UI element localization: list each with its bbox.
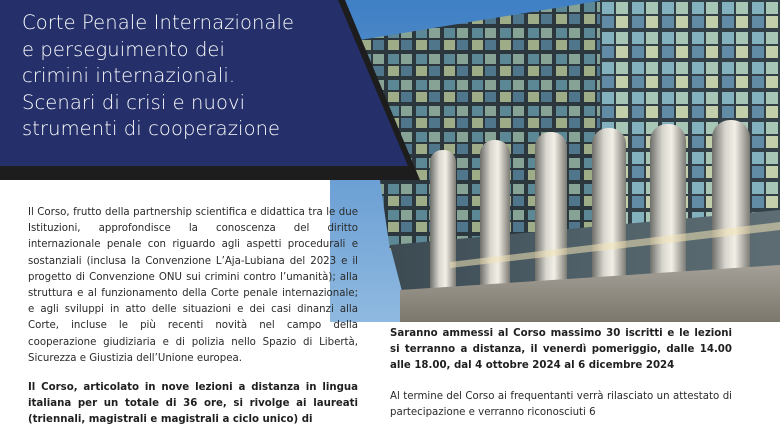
course-description-paragraph: Il Corso, frutto della partnership scientifica e didattica tra le due Istituzioni, approfondisce la conoscenza del diritto internazionale penale con riguardo agli aspetti procedurali e sostanziali (inclusa la Convenzione L’Aja-Lubiana del 2023 e il progetto di Convenzione ONU sui crimini contro l’umanità); alla struttura e al funzionamento della Corte penale internazionale; e agli sviluppi in atto delle situazioni e dei casi dinanzi alla Corte, incluse le più recenti novità nel campo della cooperazione giudiziaria e di polizia nello Spazio di Libertà, Sicurezza e Giustizia dell’Unione europea. <box>28 207 358 364</box>
right-column <box>390 326 732 421</box>
page-title <box>22 10 392 143</box>
certificate-paragraph: Al termine del Corso ai frequentanti verrà rilasciato un attestato di partecipazione e verranno riconosciuti 6 <box>390 390 732 418</box>
left-column <box>28 205 358 429</box>
title-line-4: Scenari di crisi e nuovi <box>22 90 246 114</box>
course-structure-paragraph: Il Corso, articolato in nove lezioni a distanza in lingua italiana per un totale di 36 ore, si rivolge ai laureati (triennali, magistrali e magistrali a ciclo unico) di <box>28 382 358 426</box>
title-line-3: crimini internazionali. <box>22 64 236 87</box>
title-line-5: strumenti di cooperazione <box>22 117 281 140</box>
title-line-1: Corte Penale Internazionale <box>22 11 295 34</box>
admission-paragraph: Saranno ammessi al Corso massimo 30 iscritti e le lezioni si terranno a distanza, il venerdì pomeriggio, dalle 14.00 alle 18.00, dal 4 ottobre 2024 al 6 dicembre 2024 <box>390 328 732 372</box>
title-line-2: e perseguimento dei <box>22 37 226 61</box>
